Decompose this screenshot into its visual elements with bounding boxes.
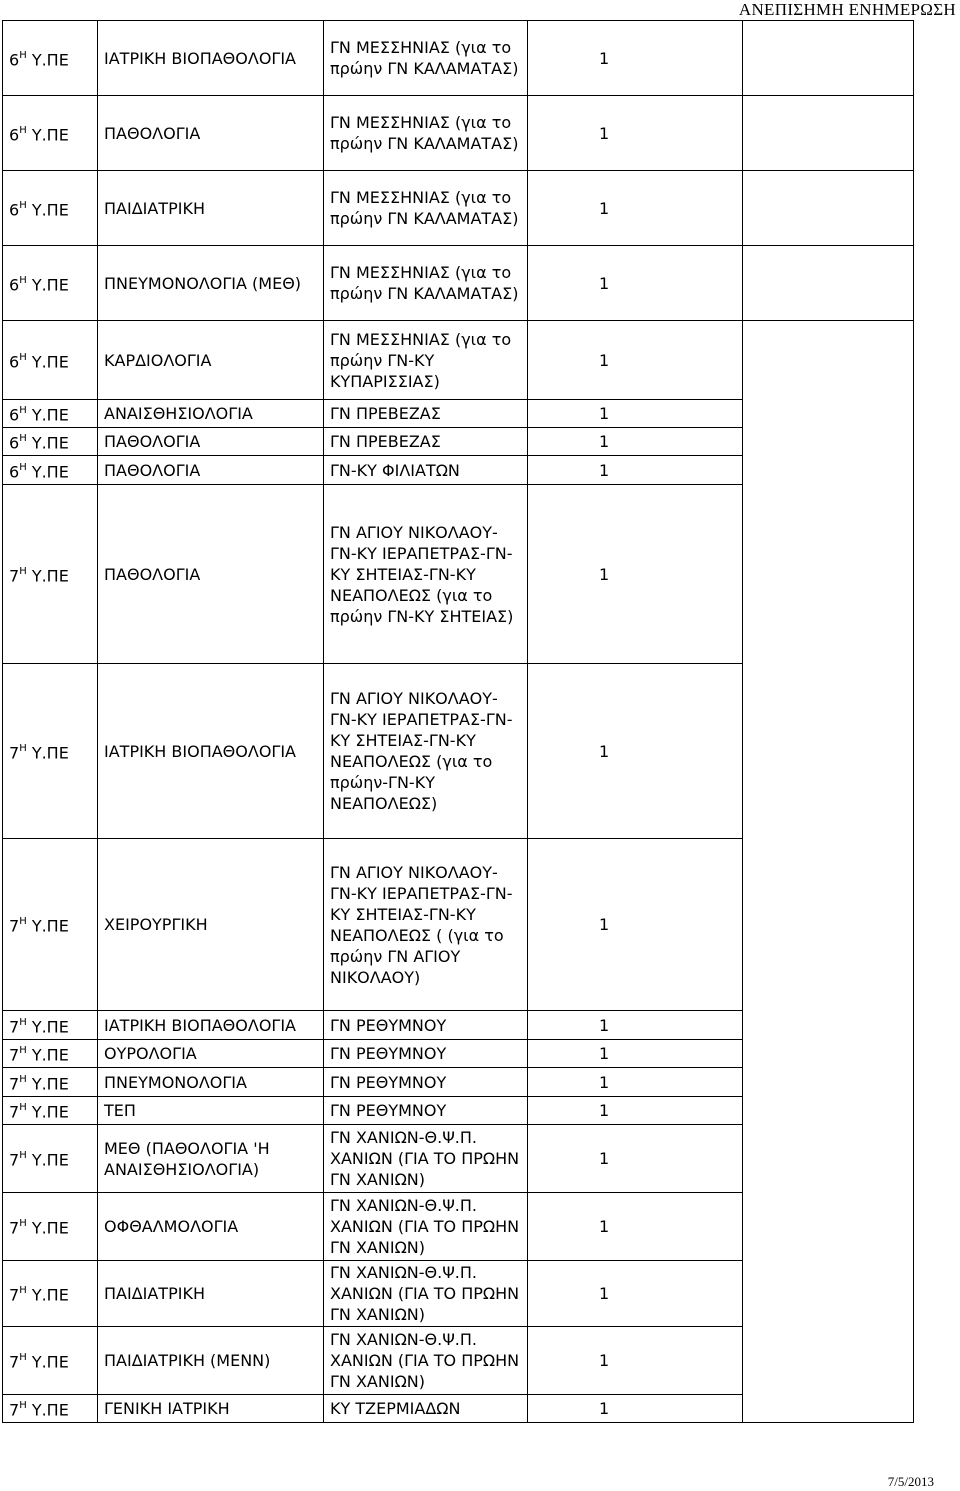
- region-number: 6: [9, 125, 20, 145]
- region-label: Υ.ΠΕ: [31, 352, 69, 372]
- region-label: Υ.ΠΕ: [31, 1045, 69, 1065]
- hospital-cell: ΓΝ ΜΕΣΣΗΝΙΑΣ (για το πρώην ΓΝ ΚΑΛΑΜΑΤΑΣ): [324, 96, 528, 171]
- region-ordinal: Η: [19, 351, 27, 363]
- specialty-cell: ΧΕΙΡΟΥΡΓΙΚΗ: [98, 839, 324, 1011]
- region-label: Υ.ΠΕ: [31, 1017, 69, 1037]
- positions-cell: 1: [528, 96, 743, 171]
- hospital-cell: ΓΝ ΜΕΣΣΗΝΙΑΣ (για το πρώην ΓΝ ΚΑΛΑΜΑΤΑΣ): [324, 21, 528, 96]
- region-number: 6: [9, 200, 20, 220]
- specialty-cell: ΠΑΘΟΛΟΓΙΑ: [98, 96, 324, 171]
- region-number: 6: [9, 462, 20, 482]
- specialty-cell: ΚΑΡΔΙΟΛΟΓΙΑ: [98, 321, 324, 400]
- table-row: [3, 171, 914, 246]
- region-number: 7: [9, 1352, 20, 1372]
- region-ordinal: Η: [19, 1102, 27, 1114]
- positions-cell: 1: [528, 1068, 743, 1097]
- region-ordinal: Η: [19, 1045, 27, 1057]
- document-header-label: ΑΝΕΠΙΣΗΜΗ ΕΝΗΜΕΡΩΣΗ: [738, 0, 956, 19]
- positions-cell: 1: [528, 1011, 743, 1040]
- region-label: Υ.ΠΕ: [31, 1400, 69, 1420]
- region-ordinal: Η: [19, 433, 27, 445]
- region-ordinal: Η: [19, 1150, 27, 1162]
- region-ordinal: Η: [19, 916, 27, 928]
- region-label: Υ.ΠΕ: [31, 566, 69, 586]
- hospital-cell: ΓΝ ΧΑΝΙΩΝ-Θ.Ψ.Π. ΧΑΝΙΩΝ (ΓΙΑ ΤΟ ΠΡΩΗΝ ΓΝ ΧΑΝΙΩΝ): [324, 1327, 528, 1395]
- region-ordinal: Η: [19, 1352, 27, 1364]
- region-cell: [3, 485, 98, 664]
- region-label: Υ.ΠΕ: [31, 50, 69, 70]
- specialty-cell: ΠΝΕΥΜΟΝΟΛΟΓΙΑ: [98, 1068, 324, 1097]
- region-number: 6: [9, 275, 20, 295]
- region-cell: [3, 1097, 98, 1125]
- region-number: 6: [9, 50, 20, 70]
- region-label: Υ.ΠΕ: [31, 1285, 69, 1305]
- positions-cell: 1: [528, 1125, 743, 1193]
- region-number: 6: [9, 405, 20, 425]
- region-cell: [3, 1395, 98, 1423]
- hospital-cell: ΓΝ ΡΕΘΥΜΝΟΥ: [324, 1097, 528, 1125]
- specialty-cell: ΠΑΘΟΛΟΓΙΑ: [98, 456, 324, 485]
- region-label: Υ.ΠΕ: [31, 462, 69, 482]
- hospital-cell: ΓΝ ΡΕΘΥΜΝΟΥ: [324, 1040, 528, 1068]
- region-cell: [3, 428, 98, 456]
- region-label: Υ.ΠΕ: [31, 433, 69, 453]
- specialty-cell: ΠΝΕΥΜΟΝΟΛΟΓΙΑ (ΜΕΘ): [98, 246, 324, 321]
- region-ordinal: Η: [19, 1400, 27, 1412]
- specialty-cell: ΙΑΤΡΙΚΗ ΒΙΟΠΑΘΟΛΟΓΙΑ: [98, 664, 324, 839]
- hospital-cell: ΓΝ ΠΡΕΒΕΖΑΣ: [324, 428, 528, 456]
- region-cell: [3, 400, 98, 428]
- hospital-cell: ΓΝ ΠΡΕΒΕΖΑΣ: [324, 400, 528, 428]
- hospital-cell: ΓΝ ΡΕΘΥΜΝΟΥ: [324, 1011, 528, 1040]
- region-ordinal: Η: [19, 1285, 27, 1297]
- specialty-cell: ΑΝΑΙΣΘΗΣΙΟΛΟΓΙΑ: [98, 400, 324, 428]
- region-label: Υ.ΠΕ: [31, 916, 69, 936]
- positions-cell: 1: [528, 428, 743, 456]
- positions-cell: 1: [528, 1395, 743, 1423]
- region-ordinal: Η: [19, 565, 27, 577]
- table-row: [3, 96, 914, 171]
- region-label: Υ.ΠΕ: [31, 275, 69, 295]
- region-ordinal: Η: [19, 1218, 27, 1230]
- specialty-cell: ΠΑΘΟΛΟΓΙΑ: [98, 485, 324, 664]
- positions-cell: 1: [528, 839, 743, 1011]
- region-cell: [3, 246, 98, 321]
- region-number: 7: [9, 743, 20, 763]
- specialty-cell: ΠΑΙΔΙΑΤΡΙΚΗ (ΜΕΝΝ): [98, 1327, 324, 1395]
- hospital-cell: ΓΝ ΜΕΣΣΗΝΙΑΣ (για το πρώην ΓΝ ΚΑΛΑΜΑΤΑΣ): [324, 171, 528, 246]
- region-label: Υ.ΠΕ: [31, 200, 69, 220]
- region-number: 6: [9, 433, 20, 453]
- region-cell: [3, 1193, 98, 1261]
- specialty-cell: ΟΦΘΑΛΜΟΛΟΓΙΑ: [98, 1193, 324, 1261]
- hospital-cell: ΓΝ ΜΕΣΣΗΝΙΑΣ (για το πρώην ΓΝ ΚΑΛΑΜΑΤΑΣ): [324, 246, 528, 321]
- hospital-cell: ΓΝ ΧΑΝΙΩΝ-Θ.Ψ.Π. ΧΑΝΙΩΝ (ΓΙΑ ΤΟ ΠΡΩΗΝ ΓΝ ΧΑΝΙΩΝ): [324, 1125, 528, 1193]
- positions-cell: 1: [528, 400, 743, 428]
- table-row: [3, 21, 914, 96]
- region-number: 7: [9, 1285, 20, 1305]
- region-number: 7: [9, 1150, 20, 1170]
- specialty-cell: ΟΥΡΟΛΟΓΙΑ: [98, 1040, 324, 1068]
- region-number: 7: [9, 566, 20, 586]
- empty-cell: [743, 246, 914, 321]
- hospital-cell: ΓΝ ΜΕΣΣΗΝΙΑΣ (για το πρώην ΓΝ-ΚΥ ΚΥΠΑΡΙΣΣΙΑΣ): [324, 321, 528, 400]
- region-label: Υ.ΠΕ: [31, 125, 69, 145]
- table-row: [3, 321, 914, 400]
- positions-cell: 1: [528, 485, 743, 664]
- region-ordinal: Η: [19, 461, 27, 473]
- positions-cell: 1: [528, 1040, 743, 1068]
- region-ordinal: Η: [19, 49, 27, 61]
- region-ordinal: Η: [19, 742, 27, 754]
- region-label: Υ.ΠΕ: [31, 1074, 69, 1094]
- region-number: 7: [9, 1074, 20, 1094]
- positions-cell: 1: [528, 664, 743, 839]
- region-label: Υ.ΠΕ: [31, 1102, 69, 1122]
- empty-cell: [743, 321, 914, 1423]
- region-label: Υ.ΠΕ: [31, 1150, 69, 1170]
- region-ordinal: Η: [19, 1016, 27, 1028]
- hospital-cell: ΓΝ ΧΑΝΙΩΝ-Θ.Ψ.Π. ΧΑΝΙΩΝ (ΓΙΑ ΤΟ ΠΡΩΗΝ ΓΝ ΧΑΝΙΩΝ): [324, 1261, 528, 1327]
- region-cell: [3, 1327, 98, 1395]
- region-label: Υ.ΠΕ: [31, 1218, 69, 1238]
- region-ordinal: Η: [19, 199, 27, 211]
- region-ordinal: Η: [19, 124, 27, 136]
- hospital-cell: ΚΥ ΤΖΕΡΜΙΑΔΩΝ: [324, 1395, 528, 1423]
- positions-cell: 1: [528, 246, 743, 321]
- region-number: 7: [9, 1218, 20, 1238]
- region-label: Υ.ΠΕ: [31, 405, 69, 425]
- hospital-cell: ΓΝ-ΚΥ ΦΙΛΙΑΤΩΝ: [324, 456, 528, 485]
- region-cell: [3, 1040, 98, 1068]
- positions-cell: 1: [528, 21, 743, 96]
- region-ordinal: Η: [19, 1073, 27, 1085]
- region-cell: [3, 839, 98, 1011]
- specialty-cell: ΓΕΝΙΚΗ ΙΑΤΡΙΚΗ: [98, 1395, 324, 1423]
- empty-cell: [743, 171, 914, 246]
- hospital-cell: ΓΝ ΡΕΘΥΜΝΟΥ: [324, 1068, 528, 1097]
- specialty-cell: ΙΑΤΡΙΚΗ ΒΙΟΠΑΘΟΛΟΓΙΑ: [98, 1011, 324, 1040]
- specialty-cell: ΠΑΙΔΙΑΤΡΙΚΗ: [98, 1261, 324, 1327]
- positions-cell: 1: [528, 321, 743, 400]
- hospital-cell: ΓΝ ΑΓΙΟΥ ΝΙΚΟΛΑΟΥ-ΓΝ-ΚΥ ΙΕΡΑΠΕΤΡΑΣ-ΓΝ-ΚΥ ΣΗΤΕΙΑΣ-ΓΝ-ΚΥ ΝΕΑΠΟΛΕΩΣ ( (για το πρώην ΓΝ ΑΓΙΟΥ ΝΙΚΟΛΑΟΥ): [324, 839, 528, 1011]
- empty-cell: [743, 21, 914, 96]
- hospital-cell: ΓΝ ΑΓΙΟΥ ΝΙΚΟΛΑΟΥ-ΓΝ-ΚΥ ΙΕΡΑΠΕΤΡΑΣ-ΓΝ-ΚΥ ΣΗΤΕΙΑΣ-ΓΝ-ΚΥ ΝΕΑΠΟΛΕΩΣ (για το πρώην ΓΝ-ΚΥ ΣΗΤΕΙΑΣ): [324, 485, 528, 664]
- specialty-cell: ΠΑΙΔΙΑΤΡΙΚΗ: [98, 171, 324, 246]
- specialty-cell: ΙΑΤΡΙΚΗ ΒΙΟΠΑΘΟΛΟΓΙΑ: [98, 21, 324, 96]
- positions-cell: 1: [528, 1327, 743, 1395]
- specialty-cell: ΜΕΘ (ΠΑΘΟΛΟΓΙΑ 'Η ΑΝΑΙΣΘΗΣΙΟΛΟΓΙΑ): [98, 1125, 324, 1193]
- specialty-cell: ΠΑΘΟΛΟΓΙΑ: [98, 428, 324, 456]
- region-ordinal: Η: [19, 274, 27, 286]
- positions-cell: 1: [528, 456, 743, 485]
- region-ordinal: Η: [19, 405, 27, 417]
- region-number: 7: [9, 916, 20, 936]
- region-cell: [3, 21, 98, 96]
- hospital-cell: ΓΝ ΑΓΙΟΥ ΝΙΚΟΛΑΟΥ-ΓΝ-ΚΥ ΙΕΡΑΠΕΤΡΑΣ-ΓΝ-ΚΥ ΣΗΤΕΙΑΣ-ΓΝ-ΚΥ ΝΕΑΠΟΛΕΩΣ (για το πρώην-ΓΝ-ΚΥ ΝΕΑΠΟΛΕΩΣ): [324, 664, 528, 839]
- footer-date: 7/5/2013: [887, 1474, 934, 1489]
- region-number: 7: [9, 1045, 20, 1065]
- region-cell: [3, 321, 98, 400]
- positions-cell: 1: [528, 1261, 743, 1327]
- region-number: 7: [9, 1017, 20, 1037]
- region-label: Υ.ΠΕ: [31, 743, 69, 763]
- region-cell: [3, 1125, 98, 1193]
- region-number: 7: [9, 1400, 20, 1420]
- region-number: 7: [9, 1102, 20, 1122]
- region-cell: [3, 456, 98, 485]
- positions-cell: 1: [528, 171, 743, 246]
- specialty-cell: ΤΕΠ: [98, 1097, 324, 1125]
- hospital-cell: ΓΝ ΧΑΝΙΩΝ-Θ.Ψ.Π. ΧΑΝΙΩΝ (ΓΙΑ ΤΟ ΠΡΩΗΝ ΓΝ ΧΑΝΙΩΝ): [324, 1193, 528, 1261]
- region-cell: [3, 96, 98, 171]
- region-cell: [3, 1068, 98, 1097]
- region-cell: [3, 171, 98, 246]
- positions-cell: 1: [528, 1097, 743, 1125]
- region-cell: [3, 1261, 98, 1327]
- positions-table: [2, 20, 914, 1423]
- table-row: [3, 246, 914, 321]
- region-cell: [3, 664, 98, 839]
- region-number: 6: [9, 352, 20, 372]
- region-cell: [3, 1011, 98, 1040]
- empty-cell: [743, 96, 914, 171]
- positions-cell: 1: [528, 1193, 743, 1261]
- region-label: Υ.ΠΕ: [31, 1352, 69, 1372]
